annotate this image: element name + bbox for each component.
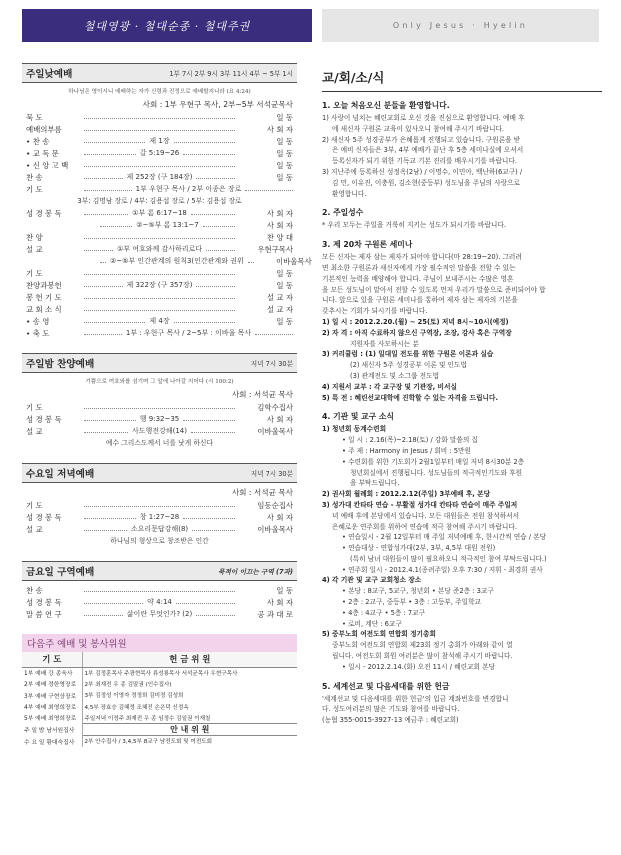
leader-dots [84,310,235,311]
order-row [22,123,297,135]
order-item: 봉 헌 기 도 [26,292,62,302]
order-content: 행 9:32~35 [139,415,180,423]
order-item: 찬양과봉헌 [26,280,62,290]
order-person: 사 회 자 [266,124,293,134]
offering-cell: 3부 김정성 이영자 정정희 김미정 김성희 [84,693,184,700]
news-list [322,100,602,726]
offering-cell: 4,5부 장효승 김혜정 조혜진 손은덕 신정옥 [84,704,189,711]
news-line: 5) 중부노회 여전도회 연합회 정기총회 [322,630,436,639]
order-person: 이바울목사 [276,256,312,266]
news-line: 을 부탁드립니다. [350,479,400,488]
order-list [22,401,297,437]
order-content: 사도행전강해(14) [132,427,187,435]
news-line: (농협 355-0015-3927-13 예금주 : 혜린교회) [322,716,459,725]
order-list [22,111,297,195]
leader-dots [84,274,235,275]
order-item: 성 경 봉 독 [26,414,62,424]
order-content: 갈 5:19~26 [139,149,180,157]
section-title: 금요일 구역예배 [26,567,95,578]
leader-dots [191,432,235,433]
worship-order-column [22,63,312,747]
news-line: 2) 권사회 월례회 : 2012.2.12(주일) 3부예배 후, 본당 [322,490,491,499]
leader-dots [183,154,235,155]
theme-verse: 하나님은 영이시니 예배하는 자가 신령과 진정으로 예배할지니라 (요 4:24) [68,89,251,95]
staff-section [22,634,297,747]
order-item: • 교 독 문 [26,148,59,158]
section-header [22,463,297,483]
prayer-cell: 3부 예배 구현상장로 [22,690,82,701]
leader-dots [84,506,235,507]
order-list [22,584,297,620]
order-row [22,608,297,620]
order-row [22,499,297,511]
order-item: • 찬 송 [26,136,50,146]
order-person: 사 회 자 [266,414,294,424]
order-content: ①부 여호와께 감사하리로다 [116,245,203,253]
section-time: 저녁 7시 30분 [250,360,293,368]
order-content: 제 4장 [149,317,170,325]
guide-cell: 2부 안수집사 / 3,4,5부 8교구 남전도회 및 여전도회 [84,739,213,746]
leader-dots [191,214,235,215]
order-item: 말 씀 연 구 [26,609,62,619]
leader-dots [84,190,132,191]
order-row [22,279,297,291]
news-line: 1) 청년회 동계수련회 [322,425,387,434]
order-row [22,111,297,123]
order-item: 기 도 [26,500,43,510]
order-person: 이바울목사 [257,426,294,436]
section-title: 수요일 저녁예배 [26,469,95,480]
news-heading: 5. 세계선교 및 다음세대를 위한 헌금 [322,681,450,691]
news-line: 1) 사랑이 넘치는 혜린교회로 오신 것을 진심으로 환영합니다. 예배 후 [322,114,525,122]
news-heading: 3. 제 20차 구원론 세미나 [322,240,413,250]
news-heading: 4. 기관 및 교구 소식 [322,412,394,422]
staff-row [22,678,297,689]
order-row [22,413,297,425]
order-person: 설 교 자 [266,304,293,314]
section-time: 묵적이 이끄는 구역 (7과) [218,568,293,576]
order-item: • 송 영 [26,316,50,326]
order-item: 교 회 소 식 [26,304,62,314]
news-line: 은혜로운 연주회를 위하여 연습에 적극 참여해 주시기 바랍니다. [332,522,517,531]
sermon-title: 하나님의 형상으로 창조받은 인간 [110,537,209,545]
sunday-service-section [22,63,312,339]
leader-dots [84,420,136,421]
order-item: • 축 도 [26,328,50,338]
news-line: 환영합니다. [332,189,367,198]
leader-dots [84,518,136,519]
news-line: 2) 새신자 5주 성경공부가 은혜롭게 진행되고 있습니다. 구원론을 받 [322,135,521,144]
order-row [22,219,297,231]
order-list [22,207,312,339]
order-person: 찬 양 대 [266,232,293,242]
offering-cell: 1부 김정훈목사 주광현목사 류성룡목사 서석균목사 우현구목사 [84,670,238,677]
news-line: 김 민, 이유진, 이충원, 김소현(중등부) 성도님을 주님의 사랑으로 [332,178,520,187]
prayer-cell: 2부 예배 정한영장로 [22,678,82,689]
order-row [22,231,297,243]
leader-dots [248,262,254,263]
wednesday-section [22,463,297,547]
leader-dots [84,432,128,433]
staff-title: 다음주 예배 및 봉사위원 [22,634,297,652]
offering-header: 헌 금 위 원 [82,652,297,667]
order-list [22,499,297,535]
order-person: 김학수집사 [257,402,293,412]
order-item: 설 교 [26,426,43,436]
news-line: 중부노회 여전도회 연합회 제23회 정기 총회가 아래와 같이 열 [332,641,513,650]
order-person: 사 회 자 [266,597,293,607]
theme-verse: 기쁨으로 여호와를 섬기며 그 앞에 나아갈 지어다 (시 100:2) [85,379,234,385]
order-item: • 신 앙 고 백 [26,160,69,170]
order-person: 일 동 [276,268,293,278]
order-item: 찬 양 [26,232,43,242]
staff-row [22,701,297,712]
news-title: 교/회/소/식 [322,67,602,92]
order-person: 일 동 [276,280,294,290]
order-content: ②~⑤부 인간관계의 원칙3(인간관계와 권위 [110,257,244,265]
news-line: 면 최소한 구원론과 새신자에게 가장 필수적인 말씀을 전할 수 있는 [322,263,516,272]
order-row [22,147,297,159]
leader-dots [100,262,106,263]
order-content: 제 322장 (구 357장) [126,281,193,289]
staff-table [22,652,297,747]
guide-header: 안 내 위 원 [82,723,297,735]
leader-dots [255,334,293,335]
order-item: 성 경 봉 독 [26,208,62,218]
news-line: 등록신자가 되기 위한 기독교 기본 진리를 배우시기를 바랍니다. [332,157,517,166]
order-item: 기 도 [26,268,43,278]
order-row [22,511,297,523]
staff-row [22,712,297,723]
news-line: 은 예비 신자들은 3부, 4부 예배가 끝난 후 5층 세미나실에 오셔서 [332,146,524,155]
leader-dots [84,154,136,155]
staff-row [22,690,297,701]
news-line: (2) 새신자 5주 성경공부 이론 및 인도법 [350,361,467,370]
order-item: 성 경 봉 독 [26,597,62,607]
news-line: 4) 지원서 교부 : 각 교구장 및 기관장, 비서실 [322,382,457,391]
order-person: 일 동 [276,585,293,595]
leader-dots [84,178,123,179]
leader-dots [196,615,235,616]
leader-dots [84,286,123,287]
news-line: • 연주회 일시 - 2012.4.1(종려주일) 오후 7:30 / 지휘 - 최경희 권사 [342,565,543,574]
leader-dots [84,214,128,215]
guide-header-row [22,723,297,735]
news-line: • 일 시 : 2.16(목)~2.18(토) / 강화 말씀의 집 [342,436,478,445]
order-person: 설 교 자 [266,292,293,302]
order-item: 기 도 [26,184,43,194]
order-row [22,425,297,437]
news-line: 청년회실에서 진행됩니다. 성도님들의 적극적인기도와 후원 [350,468,523,477]
order-person: 일 동 [276,160,293,170]
order-item: 설 교 [26,244,43,254]
order-content: 삶이란 무엇인가? (2) [126,610,193,618]
order-person: 일 동 [276,136,294,146]
news-line: 니다. 앞으로 있을 구원론 세미나를 통하여 제자 삼는 제자의 기본을 [322,296,518,305]
news-line: 1) 일 시 : 2012.2.20.(월) ~ 25(토) 저녁 8시~10시(예정) [322,317,509,326]
leader-dots [84,130,235,131]
news-heading: 2. 주일성수 [322,208,364,218]
news-line: 4) 각 기관 및 교구 교회청소 장소 [322,576,422,585]
order-person: 사 회 자 [266,512,294,522]
presider: 사회 : 1부 우현구 목사, 2부~5부 서석균목사 [142,100,293,109]
order-row [22,159,297,171]
leader-dots [176,603,235,604]
prayer-leaders: 3부: 김명남 장로 / 4부: 김용섭 장로 / 5부: 김용섭 장로 [77,197,242,205]
order-row [22,135,297,147]
offering-cell: 2부 최재전 우 종 김말권 (인수집사) [84,681,172,688]
news-line: '세계선교 및 다음세대를 위한 헌금'의 입금 계좌번호를 변경합니 [322,694,509,703]
news-line: * 우리 모두는 주일을 거룩히 지키는 성도가 되시기를 바랍니다. [322,221,506,230]
order-row [22,315,297,327]
leader-dots [84,591,235,592]
section-time: 1부 7시 2부 9시 3부 11시 4부 ~ 5부 1시 [169,70,293,78]
section-title: 주일낮예배 [26,69,73,80]
sunday-night-section [22,353,297,449]
news-line: (3) 관계전도 및 소그룹 전도법 [350,371,440,380]
news-line: 을 모든 성도님이 맡아서 전할 수 있도록 먼저 우리가 말씀으로 준비되어야 합 [322,285,546,294]
news-line: 5) 특 전 : 혜린선교대학에 진학할 수 있는 자격을 드립니다. [322,393,498,402]
news-line: 기본적인 능력을 배양해야 합니다. 주님이 보내주시는 수많은 영혼 [322,274,514,283]
order-row [22,327,297,339]
order-person: 일 동 [276,112,293,122]
order-item: 찬 송 [26,585,43,595]
order-row [22,401,297,413]
order-person: 우현구목사 [257,244,294,254]
leader-dots [84,408,235,409]
news-line: • 주 제 : Harmony in Jesus / 회비 : 5만원 [342,446,471,455]
news-line: • 4층 : 4교구 • 5층 : 7교구 [342,608,426,617]
leader-dots [84,322,145,323]
order-content: ②~⑤부 롬 13:1~7 [136,221,199,229]
order-person: 이바울목사 [257,524,293,534]
order-content: ①부 롬 6:17~18 [132,209,187,217]
leader-dots [245,190,293,191]
leader-dots [196,286,235,287]
order-row [22,243,297,255]
order-row [22,267,297,279]
order-person: 공 과 대 로 [257,609,294,619]
order-content: 약 4:14 [147,598,172,606]
leader-dots [84,298,235,299]
section-header [22,63,297,83]
order-row [22,596,297,608]
order-row [22,183,297,195]
order-row [22,171,297,183]
news-line: 녁 예배 후에 본당에서 있습니다. 모든 대원들은 전원 참석하셔서 [332,511,520,520]
prayer-header: 기 도 [22,652,82,667]
section-header [22,353,297,373]
order-person: 일 동 [276,172,294,182]
order-row [22,291,297,303]
order-person: 사 회 자 [266,208,293,218]
order-person: 일 동 [276,316,294,326]
leader-dots [192,530,235,531]
leader-dots [84,603,143,604]
order-row [22,255,312,267]
header-banner: 철대영광 · 철대순종 · 철대주권 [22,9,312,42]
news-heading: 1. 오늘 처음오신 분들을 환영합니다. [322,101,450,110]
friday-section [22,561,297,620]
order-item: 설 교 [26,524,43,534]
news-line: • 로비, 계단 : 6교구 [342,619,402,628]
news-column [322,67,602,726]
news-line: • 연습일시 - 2월 12일부터 매 주일 저녁예배 후, 한시간씩 연습 / 본당 [342,533,547,542]
prayer-cell: 4부 예배 최영희장로 [22,701,82,712]
prayer-cell: 1부 예배 강 종욱사 [22,667,82,678]
news-line: • 일시 - 2012.2.14.(화) 오전 11시 / 혜린교회 본당 [342,662,496,671]
order-person: 일 동 [276,148,294,158]
order-content: 1부 : 우현구 목사 / 2~5부 : 이바울 목사 [125,329,252,337]
section-time: 저녁 7시 30분 [250,470,293,478]
prayer-cell: 주 일 밤 남서원집사 [22,723,82,735]
news-line: • 2층 : 2교구, 중등부 • 3층 : 고등부, 주일학교 [342,598,481,607]
leader-dots [100,226,132,227]
offering-cell: 주일저녁 이정주 최재전 우 종 임정수 김일권 이재칠 [84,715,211,722]
leader-dots [174,322,235,323]
leader-dots [84,238,235,239]
order-person: 사 회 자 [266,220,293,230]
news-line: 에 새신자 구원론 교육이 있사오니 참여해 주시기 바랍니다. [332,124,505,133]
order-item: 묵 도 [26,112,43,122]
order-content: 창 1:27~28 [139,513,180,521]
section-header [22,561,297,581]
leader-dots [174,142,235,143]
leader-dots [183,420,235,421]
leader-dots [196,178,235,179]
leader-dots [206,250,235,251]
presider: 사회 : 서석균 목사 [231,488,293,497]
order-content: 1부 우현구 목사 / 2부 이종은 장로 [135,185,242,193]
news-line: 3) 커리큘럼 : (1) 일대일 전도를 위한 구원론 이론과 실습 [322,350,494,359]
leader-dots [84,250,113,251]
leader-dots [203,226,235,227]
news-line: • 본당 : 8교구, 5교구, 청년회 • 본당 준2층 : 3교구 [342,587,494,596]
order-item: 찬 송 [26,172,43,182]
leader-dots [183,518,235,519]
order-row [22,584,297,596]
news-line: 3) 지난주에 등록하신 성정옥(2남) / 이명수, 이민아, 백난하(6교구) / [322,167,523,176]
sermon-title: 예수 그리스도께서 너를 낫게 하신다 [105,439,214,447]
news-line: • 수련회를 위한 기도회가 2월1일부터 매일 저녁 8시30분 2층 [342,457,525,466]
order-content: 소요리문답강해(8) [130,525,189,533]
order-row [22,523,297,535]
order-item: 예배의부름 [26,124,62,134]
news-line: 모든 신자는 제자 삼는 제자가 되어야 합니다(마 28:19~20). 그러려 [322,253,522,262]
news-line: 2) 자 격 : 아직 수료하지 않으신 구역장, 조장, 강사 혹은 구역장 [322,328,512,337]
leader-dots [84,530,127,531]
leader-dots [84,118,235,119]
section-title: 주일밤 찬양예배 [26,359,95,370]
news-line: • 연습대상 - 연합성가대(2부, 3부, 4,5부 대원 전원) [342,544,496,553]
news-line: (특히 남녀 대원들이 많이 필요하오니 적극적인 참여 부탁드립니다.) [350,554,547,563]
order-item: 기 도 [26,402,43,412]
order-content: 제 1장 [149,137,170,145]
prayer-cell: 수 요 일 황대숙집사 [22,735,82,746]
order-item: 성 경 봉 독 [26,512,62,522]
news-line: 다. 성도여러분의 많은 기도와 참여를 바랍니다. [322,705,460,714]
leader-dots [84,166,235,167]
prayer-cell: 5부 예배 최영희장로 [22,712,82,723]
news-line: 지원자를 사모하시는 분 [350,339,419,348]
news-line: 3) 성가대 칸타타 연습 - 부활절 성가대 칸타타 연습이 매주 주일저 [322,500,518,509]
order-row [22,303,297,315]
leader-dots [84,334,122,335]
leader-dots [84,142,145,143]
staff-row [22,667,297,678]
presider: 사회 : 서석균 목사 [231,390,293,399]
news-line: 갖추시는 기회가 되시기를 바랍니다. [322,307,428,316]
staff-row [22,735,297,746]
header-motto: Only Jesus · Hyelin [322,9,599,42]
order-content: 제 252장 (구 184장) [126,173,193,181]
order-row [22,207,297,219]
leader-dots [84,615,123,616]
order-person: 임동순집사 [257,500,293,510]
news-line: 립니다. 여전도회 회원 여러분은 많이 참석해 주시기 바랍니다. [332,652,513,661]
